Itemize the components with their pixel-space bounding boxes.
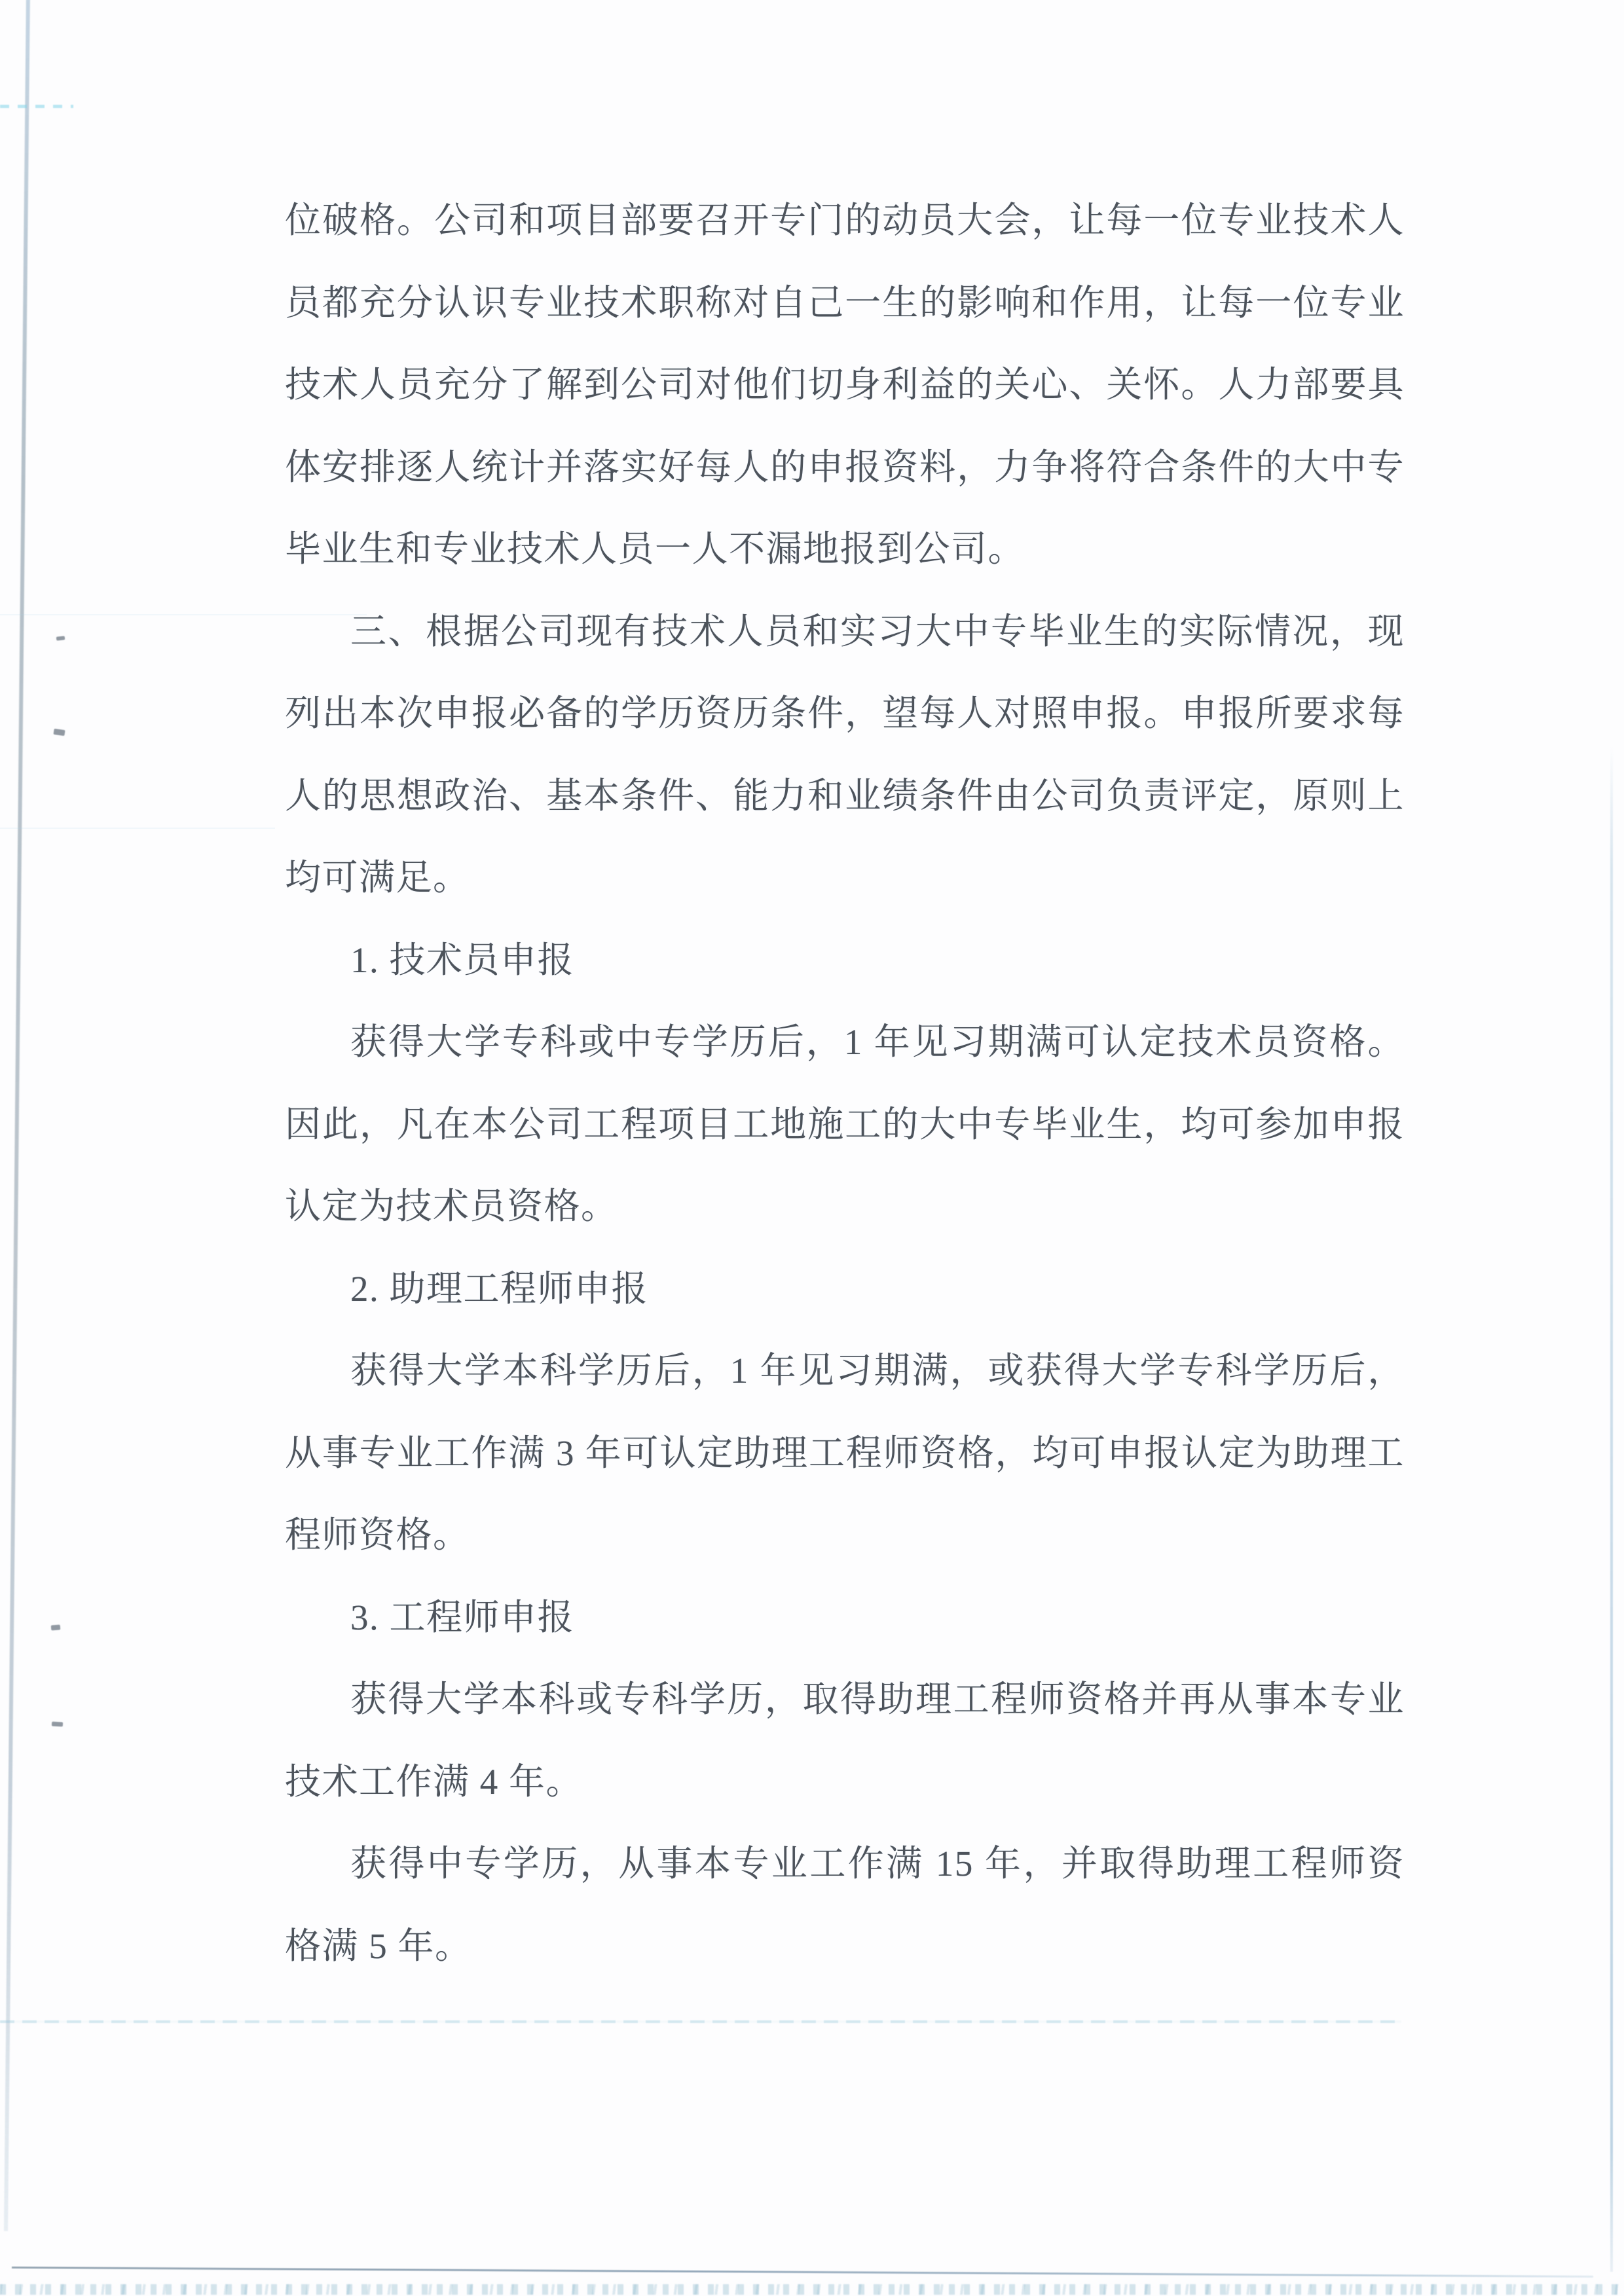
text-line: 列出本次申报必备的学历资历条件，望每人对照申报。申报所要求每 <box>285 693 1405 733</box>
text-line: 技术人员充分了解到公司对他们切身利益的关心、关怀。人力部要具 <box>285 365 1405 405</box>
document-lines <box>285 179 1405 1987</box>
margin-speck <box>51 1625 61 1631</box>
text-line: 毕业生和专业技术人员一人不漏地报到公司。 <box>285 529 1025 569</box>
text-line: 三、根据公司现有技术人员和实习大中专毕业生的实际情况，现 <box>350 611 1405 651</box>
text-line: 技术工作满 4 年。 <box>285 1761 583 1802</box>
text-line: 1. 技术员申报 <box>350 939 575 980</box>
text-line: 位破格。公司和项目部要召开专门的动员大会，让每一位专业技术人 <box>285 200 1405 240</box>
faint-horizontal-scan-line <box>0 2020 1401 2023</box>
text-line: 认定为技术员资格。 <box>285 1186 618 1226</box>
margin-speck <box>52 1722 63 1727</box>
text-line: 从事专业工作满 3 年可认定助理工程师资格，均可申报认定为助理工 <box>285 1432 1405 1473</box>
text-line: 获得大学本科或专科学历，取得助理工程师资格并再从事本专业 <box>350 1679 1405 1719</box>
bottom-speckle-noise-band <box>0 2284 1624 2295</box>
right-paper-edge-scan-line <box>1610 746 1613 2272</box>
text-line: 人的思想政治、基本条件、能力和业绩条件由公司负责评定，原则上 <box>285 775 1405 816</box>
top-left-cyan-dash-artifact <box>0 105 73 108</box>
margin-speck <box>56 636 65 640</box>
text-line: 均可满足。 <box>285 858 470 898</box>
margin-speck <box>53 729 65 736</box>
text-line: 因此，凡在本公司工程项目工地施工的大中专毕业生，均可参加申报 <box>285 1104 1405 1144</box>
text-line: 获得中专学历，从事本专业工作满 15 年，并取得助理工程师资 <box>350 1844 1405 1884</box>
text-line: 程师资格。 <box>285 1515 470 1555</box>
text-line: 3. 工程师申报 <box>350 1597 575 1637</box>
text-line: 获得大学专科或中专学历后，1 年见习期满可认定技术员资格。 <box>350 1022 1405 1062</box>
text-line: 获得大学本科学历后，1 年见习期满，或获得大学专科学历后， <box>350 1351 1405 1391</box>
faint-scan-hairline <box>0 828 275 829</box>
text-line: 格满 5 年。 <box>285 1925 472 1966</box>
left-paper-edge-scan-line <box>4 0 30 2231</box>
text-line: 2. 助理工程师申报 <box>350 1268 649 1309</box>
text-line: 员都充分认识专业技术职称对自己一生的影响和作用，让每一位专业 <box>285 282 1405 323</box>
bottom-scan-line <box>12 2267 1593 2278</box>
text-line: 体安排逐人统计并落实好每人的申报资料，力争将符合条件的大中专 <box>285 446 1405 487</box>
